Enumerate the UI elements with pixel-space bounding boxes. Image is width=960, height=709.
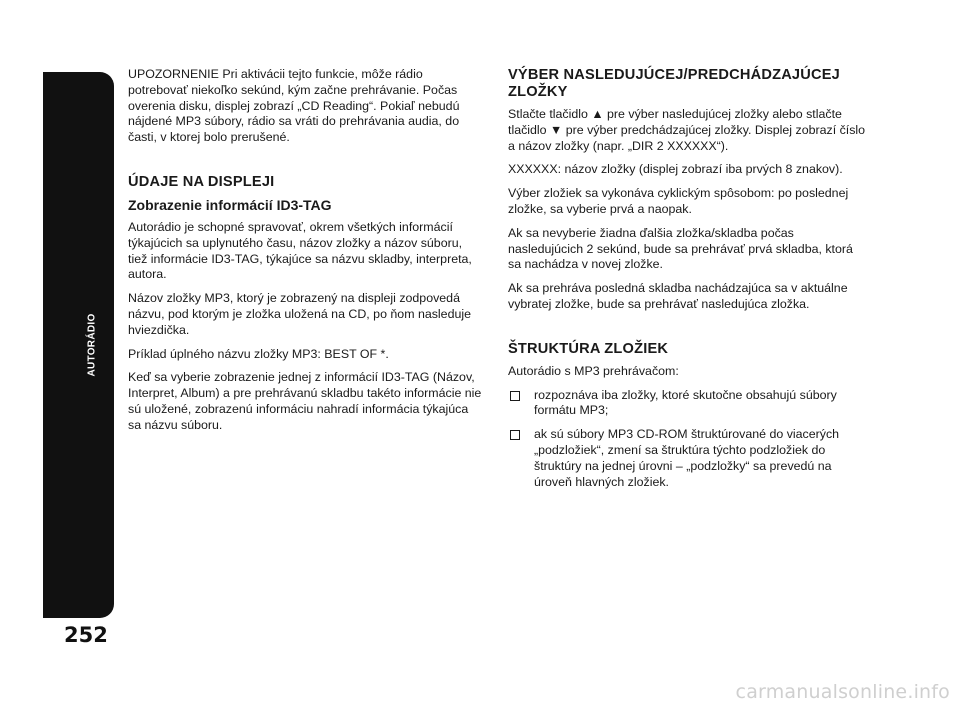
paragraph: Názov zložky MP3, ktorý je zobrazený na displeji zodpovedá názvu, pod ktorým je zložka uložená na CD, po ňom nasleduje hviezdička.: [128, 291, 471, 337]
paragraph: Keď sa vyberie zobrazenie jednej z informácií ID3-TAG (Názov, Interpret, Album) a pre prehrávanú skladbu takéto informácie nie sú uložené, zobrazenú informáciu nahradí informácia týkajúca sa názvu súboru.: [128, 370, 482, 432]
section-label: AUTORÁDIO: [86, 313, 98, 377]
paragraph: Ak sa nevyberie žiadna ďalšia zložka/skladba počas nasledujúcich 2 sekúnd, bude sa prehrávať prvá skladba, ktorá sa nachádza v novej zložke.: [508, 225, 853, 272]
paragraph: Ak sa prehráva posledná skladba nachádzajúca sa v aktuálne vybratej zložke, bude sa prehrávať nasledujúca zložka.: [508, 281, 848, 311]
sidebar-tab: [43, 72, 114, 618]
left-column: [128, 67, 483, 442]
checkbox-bullet-icon: [510, 430, 520, 440]
warning-paragraph: UPOZORNENIE Pri aktivácii tejto funkcie, môže rádio potrebovať niekoľko sekúnd, kým začne prehrávanie. Počas overenia disku, displej zobrazí „CD Reading“. Pokiaľ nebudú nájdené MP3 súbory, rádio sa vráti do prehrávania audia, do časti, v ktorej bolo prerušené.: [128, 67, 460, 145]
subheading-id3: Zobrazenie informácií ID3-TAG: [128, 196, 332, 213]
bullet-text: ak sú súbory MP3 CD-ROM štruktúrované do viacerých „podzložiek“, zmení sa štruktúra týchto podzložiek do štruktúry na jednej úrovni – „podzložky“ sa prevedú na úroveň hlavných zložiek.: [534, 427, 840, 489]
paragraph: Výber zložiek sa vykonáva cyklickým spôsobom: po poslednej zložke, sa vyberie prvá a naopak.: [508, 186, 849, 216]
intro-paragraph: Autorádio s MP3 prehrávačom:: [508, 363, 679, 378]
section-heading-display: ÚDAJE NA DISPLEJI: [128, 173, 275, 190]
watermark-text: carmanualsonline.info: [735, 681, 950, 703]
checkbox-bullet-icon: [510, 391, 520, 401]
section-heading-folder-structure: ŠTRUKTÚRA ZLOŽIEK: [508, 340, 669, 357]
paragraph: Príklad úplného názvu zložky MP3: BEST OF *.: [128, 346, 389, 361]
bullet-item: [508, 388, 868, 420]
page-number: 252: [64, 623, 108, 647]
right-column: [508, 67, 868, 498]
section-heading-folder-select: VÝBER NASLEDUJÚCEJ/PREDCHÁDZAJÚCEJ ZLOŽKY: [508, 67, 840, 100]
bullet-item: [508, 427, 868, 490]
paragraph: XXXXXX: názov zložky (displej zobrazí iba prvých 8 znakov).: [508, 162, 843, 177]
bullet-text: rozpoznáva iba zložky, ktoré skutočne obsahujú súbory formátu MP3;: [534, 387, 837, 418]
paragraph: Autorádio je schopné spravovať, okrem všetkých informácií týkajúcich sa uplynutého času, názov zložky a názov súboru, tiež informácie ID3-TAG, týkajúce sa názvu skladby, interpreta, autora.: [128, 219, 472, 282]
paragraph: Stlačte tlačidlo ▲ pre výber nasledujúcej zložky alebo stlačte tlačidlo ▼ pre výber predchádzajúcej zložky. Displej zobrazí číslo a názov zložky (napr. „DIR 2 XXXXXX“).: [508, 107, 866, 153]
